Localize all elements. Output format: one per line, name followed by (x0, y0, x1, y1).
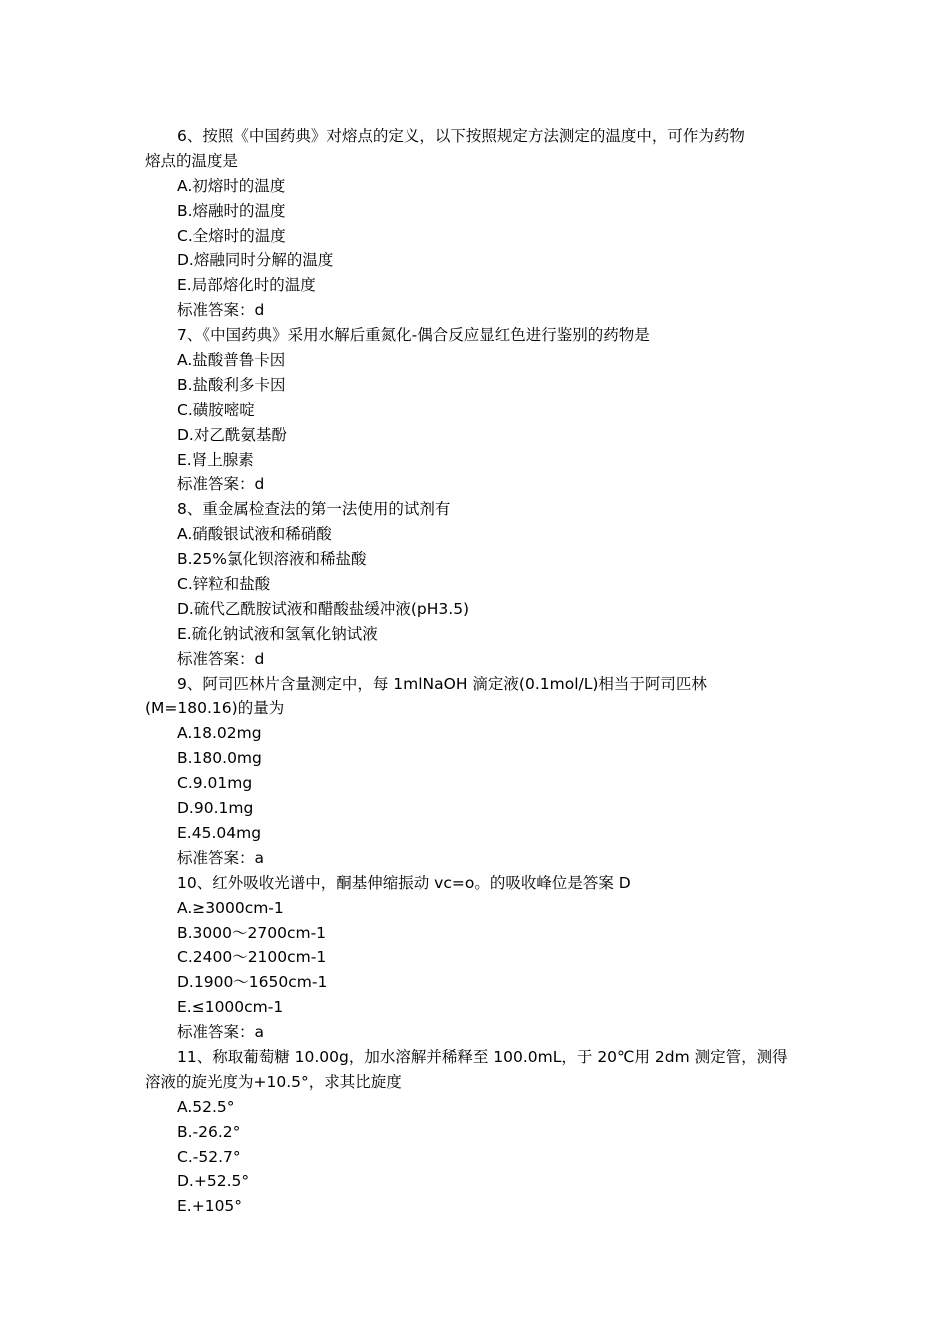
option-b: B.盐酸利多卡因 (177, 375, 286, 394)
option-a: A.18.02mg (177, 724, 262, 743)
question-8 (145, 497, 805, 671)
question-stem-continued: (M=180.16)的量为 (145, 699, 285, 718)
standard-answer: 标准答案：d (177, 301, 265, 320)
question-6 (145, 124, 805, 323)
question-stem: 6、按照《中国药典》对熔点的定义，以下按照规定方法测定的温度中，可作为药物 (177, 127, 745, 145)
option-a: A.52.5° (177, 1097, 235, 1116)
option-c: C.-52.7° (177, 1147, 241, 1166)
question-11 (145, 1045, 805, 1219)
option-d: D.90.1mg (177, 799, 254, 818)
option-e: E.局部熔化时的温度 (177, 276, 316, 295)
option-d: D.熔融同时分解的温度 (177, 251, 334, 270)
option-d: D.+52.5° (177, 1172, 250, 1191)
option-b: B.3000～2700cm-1 (177, 923, 327, 942)
option-b: B.-26.2° (177, 1122, 241, 1141)
option-e: E.+105° (177, 1197, 243, 1216)
question-9 (145, 672, 805, 871)
option-c: C.磺胺嘧啶 (177, 400, 255, 419)
option-c: C.全熔时的温度 (177, 226, 286, 245)
option-d: D.对乙酰氨基酚 (177, 425, 287, 444)
option-b: B.180.0mg (177, 749, 262, 768)
question-stem: 9、阿司匹林片含量测定中，每 1mlNaOH 滴定液(0.1mol/L)相当于阿司匹林 (177, 674, 707, 693)
option-e: E.硫化钠试液和氢氧化钠试液 (177, 624, 378, 643)
question-stem: 10、红外吸收光谱中，酮基伸缩振动 vc=o。的吸收峰位是答案 D (177, 873, 631, 892)
option-a: A.盐酸普鲁卡因 (177, 351, 286, 370)
option-e: E.≤1000cm-1 (177, 998, 284, 1017)
question-stem: 8、重金属检查法的第一法使用的试剂有 (177, 500, 451, 519)
standard-answer: 标准答案：d (177, 649, 265, 668)
question-stem: 11、称取葡萄糖 10.00g，加水溶解并稀释至 100.0mL，于 20℃用 2dm 测定管，测得 (177, 1047, 788, 1066)
option-d: D.1900～1650cm-1 (177, 973, 328, 992)
option-a: A.硝酸银试液和稀硝酸 (177, 525, 332, 544)
question-7 (145, 323, 805, 497)
standard-answer: 标准答案：a (177, 1023, 264, 1042)
option-e: E.45.04mg (177, 823, 262, 842)
option-c: C.锌粒和盐酸 (177, 575, 271, 594)
standard-answer: 标准答案：a (177, 848, 264, 867)
option-a: A.≥3000cm-1 (177, 898, 284, 917)
option-c: C.2400～2100cm-1 (177, 948, 327, 967)
question-stem: 7、《中国药典》采用水解后重氮化-偶合反应显红色进行鉴别的药物是 (177, 326, 650, 345)
option-c: C.9.01mg (177, 774, 253, 793)
option-d: D.硫代乙酰胺试液和醋酸盐缓冲液(pH3.5) (177, 599, 470, 618)
standard-answer: 标准答案：d (177, 475, 265, 494)
option-b: B.25%氯化钡溶液和稀盐酸 (177, 550, 367, 569)
question-list (145, 124, 805, 1219)
option-e: E.肾上腺素 (177, 450, 254, 469)
option-a: A.初熔时的温度 (177, 176, 286, 195)
question-10 (145, 871, 805, 1045)
question-stem-continued: 溶液的旋光度为+10.5°，求其比旋度 (145, 1072, 402, 1091)
option-b: B.熔融时的温度 (177, 201, 286, 220)
question-stem-continued: 熔点的温度是 (145, 151, 239, 170)
